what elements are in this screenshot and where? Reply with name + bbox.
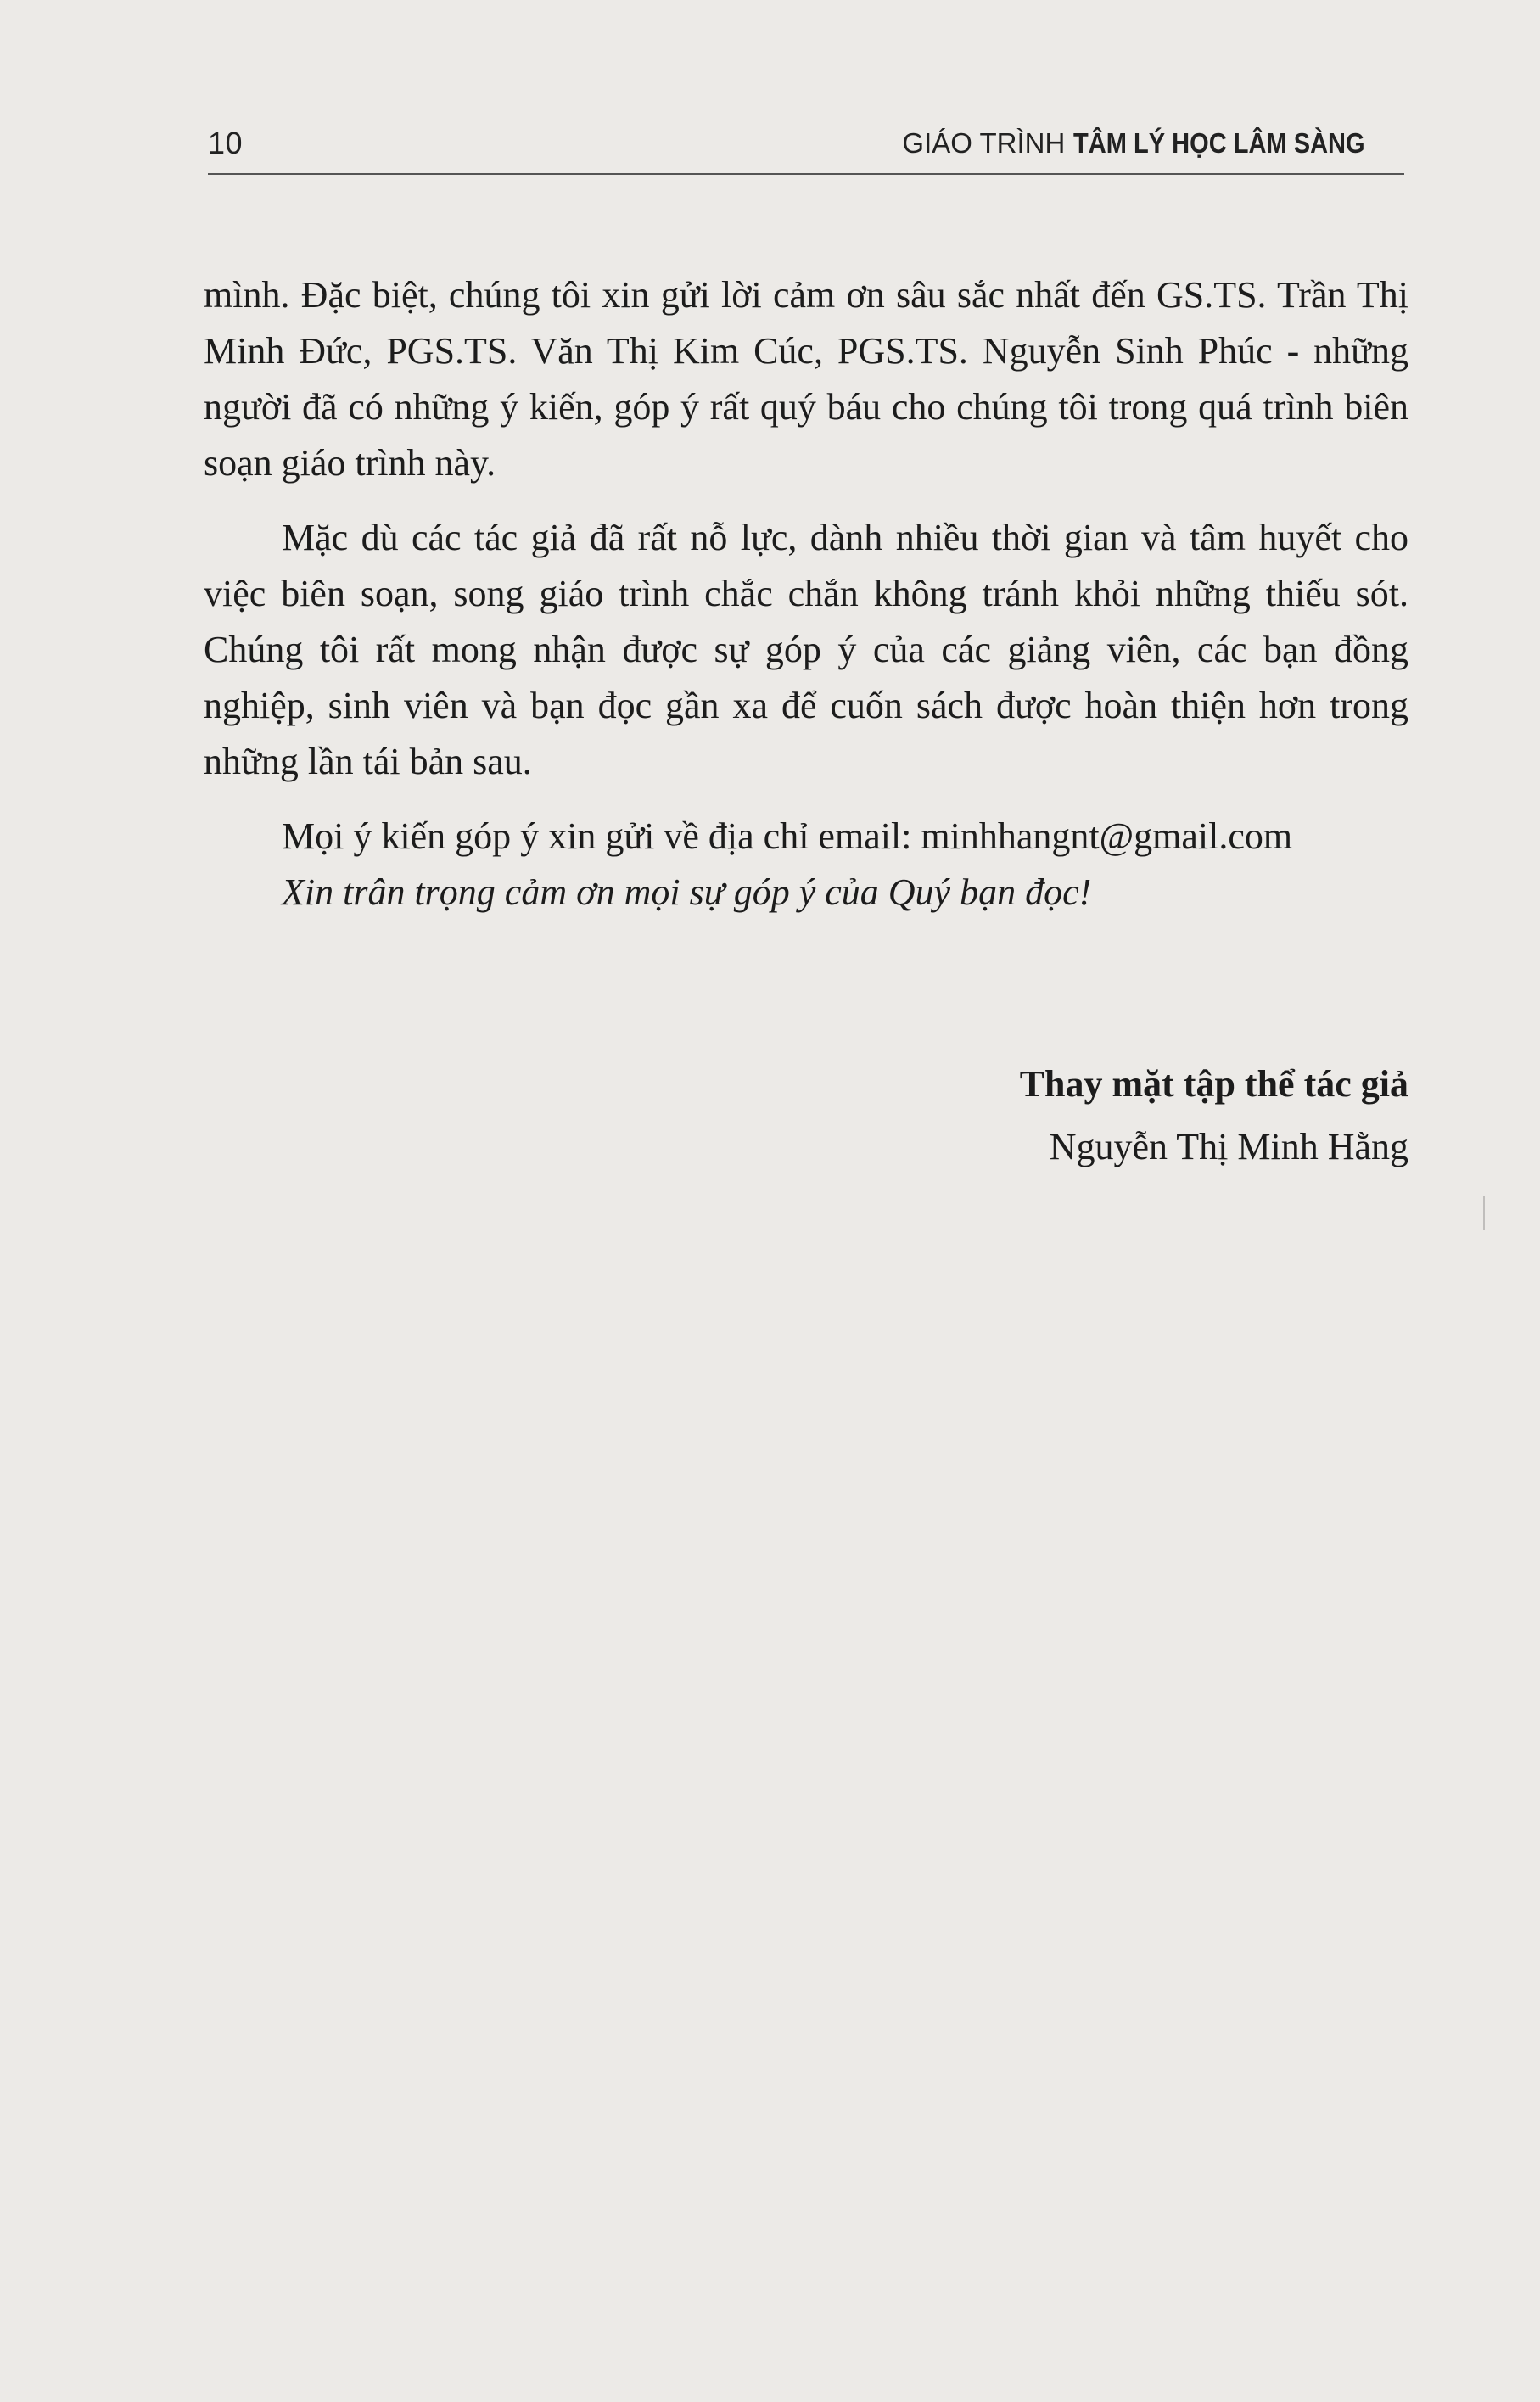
acknowledgement-paragraph: mình. Đặc biệt, chúng tôi xin gửi lời cảm ơn sâu sắc nhất đến GS.TS. Trần Thị Minh Đức, PGS.TS. Văn Thị Kim Cúc, PGS.TS. Nguyễn Sinh Phúc - những người đã có những ý kiến, góp ý rất quý báu cho chúng tôi trong quá trình biên soạn giáo trình này. [204, 274, 1408, 484]
book-title-subject: TÂM LÝ HỌC LÂM SÀNG [1072, 127, 1365, 159]
apology-paragraph: Mặc dù các tác giả đã rất nỗ lực, dành nhiều thời gian và tâm huyết cho việc biên soạn, song giáo trình chắc chắn không tránh khỏi những thiếu sót. Chúng tôi rất mong nhận được sự góp ý của các giảng viên, các bạn đồng nghiệp, sinh viên và bạn đọc gần xa để cuốn sách được hoàn thiện hơn trong những lần tái bản sau. [204, 517, 1408, 782]
page-number: 10 [208, 126, 244, 160]
page-mark [1483, 1196, 1485, 1230]
signature-role: Thay mặt tập thể tác giả [1019, 1063, 1408, 1105]
page-content [204, 267, 1408, 1167]
book-title-prefix: GIÁO TRÌNH [902, 127, 1066, 159]
signature-name: Nguyễn Thị Minh Hằng [1049, 1126, 1408, 1167]
contact-email-line: Mọi ý kiến góp ý xin gửi về địa chỉ email: minhhangnt@gmail.com [282, 815, 1293, 857]
running-header [208, 119, 1404, 175]
closing-thanks: Xin trân trọng cảm ơn mọi sự góp ý của Quý bạn đọc! [282, 871, 1092, 913]
signature-block [1020, 1056, 1408, 1175]
book-title [902, 127, 1404, 160]
